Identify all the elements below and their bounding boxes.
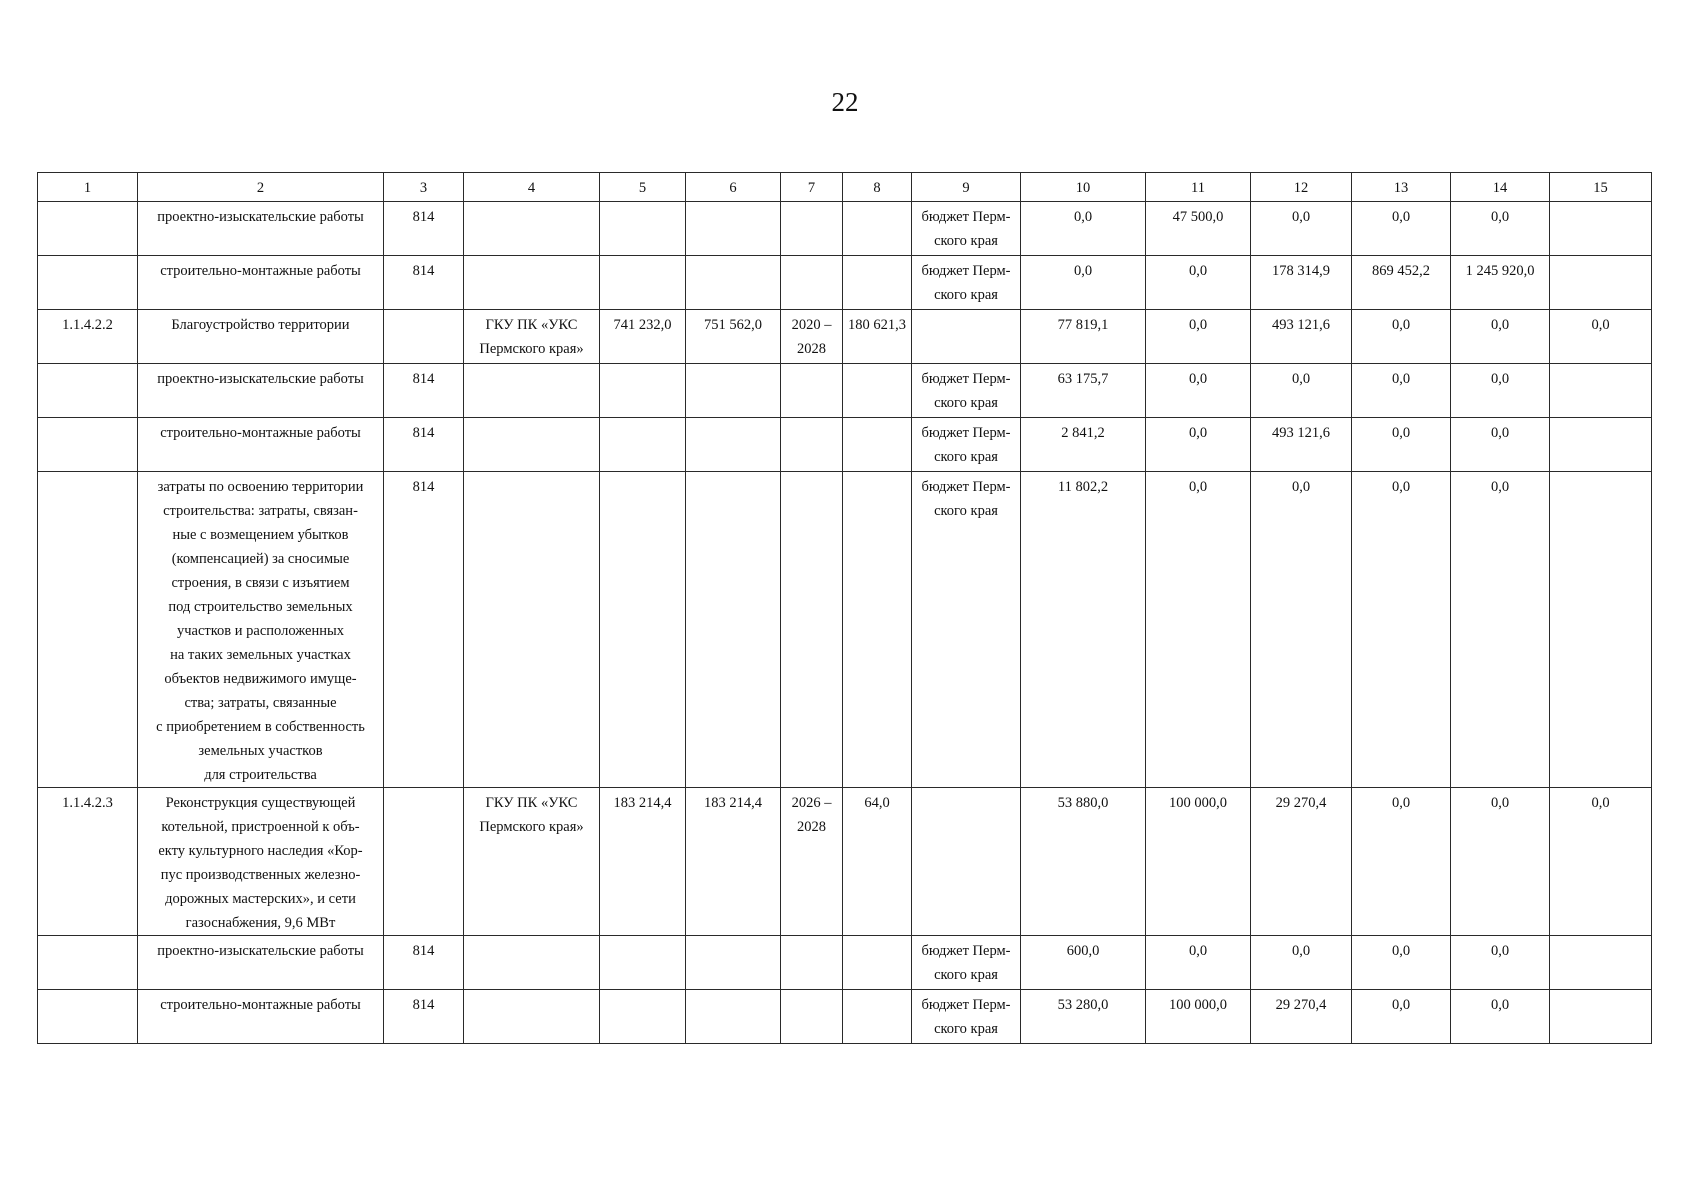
- table-cell-col-2: Благоустройство территории: [138, 310, 384, 364]
- table-row: [38, 788, 1652, 936]
- table-cell-col-2: проектно-изыскательские работы: [138, 936, 384, 990]
- table-cell-col-4: [464, 256, 600, 310]
- table-cell-col-1: [38, 418, 138, 472]
- column-header: 11: [1146, 173, 1251, 202]
- table-cell-col-4: [464, 472, 600, 788]
- table-cell-col-9: бюджет Перм- ского края: [912, 364, 1021, 418]
- table-cell-col-13: 0,0: [1352, 202, 1451, 256]
- column-header: 12: [1251, 173, 1352, 202]
- table-cell-col-12: 493 121,6: [1251, 310, 1352, 364]
- table-cell-col-2: строительно-монтажные работы: [138, 990, 384, 1044]
- table-cell-col-3: 814: [384, 256, 464, 310]
- table-cell-col-11: 100 000,0: [1146, 990, 1251, 1044]
- table-cell-col-6: [686, 202, 781, 256]
- table-cell-col-3: [384, 788, 464, 936]
- table-cell-col-13: 0,0: [1352, 472, 1451, 788]
- table-cell-col-10: 53 280,0: [1021, 990, 1146, 1044]
- table-cell-col-1: [38, 472, 138, 788]
- table-row: [38, 364, 1652, 418]
- table-cell-col-12: 493 121,6: [1251, 418, 1352, 472]
- table-cell-col-4: ГКУ ПК «УКС Пермского края»: [464, 788, 600, 936]
- table-cell-col-8: [843, 936, 912, 990]
- table-row: [38, 990, 1652, 1044]
- table-cell-col-9: [912, 788, 1021, 936]
- header-row: [38, 173, 1652, 202]
- table-row: [38, 256, 1652, 310]
- table-row: [38, 418, 1652, 472]
- table-cell-col-15: [1550, 418, 1652, 472]
- table-cell-col-14: 0,0: [1451, 472, 1550, 788]
- table-cell-col-10: 63 175,7: [1021, 364, 1146, 418]
- table-cell-col-10: 11 802,2: [1021, 472, 1146, 788]
- table-cell-col-12: 178 314,9: [1251, 256, 1352, 310]
- table-cell-col-3: 814: [384, 472, 464, 788]
- table-cell-col-14: 0,0: [1451, 364, 1550, 418]
- table-cell-col-14: 1 245 920,0: [1451, 256, 1550, 310]
- column-header: 1: [38, 173, 138, 202]
- table-cell-col-8: [843, 364, 912, 418]
- table-cell-col-13: 0,0: [1352, 418, 1451, 472]
- table-cell-col-7: 2026 – 2028: [781, 788, 843, 936]
- table-cell-col-2: строительно-монтажные работы: [138, 256, 384, 310]
- table-cell-col-11: 0,0: [1146, 364, 1251, 418]
- table-cell-col-14: 0,0: [1451, 418, 1550, 472]
- budget-table: [37, 172, 1652, 1044]
- table-cell-col-6: 183 214,4: [686, 788, 781, 936]
- table-cell-col-8: [843, 418, 912, 472]
- table-cell-col-11: 0,0: [1146, 936, 1251, 990]
- column-header: 13: [1352, 173, 1451, 202]
- table-cell-col-5: [600, 472, 686, 788]
- table-cell-col-1: 1.1.4.2.2: [38, 310, 138, 364]
- table-cell-col-14: 0,0: [1451, 788, 1550, 936]
- table-row: [38, 310, 1652, 364]
- table-cell-col-11: 0,0: [1146, 472, 1251, 788]
- table-cell-col-15: 0,0: [1550, 788, 1652, 936]
- table-cell-col-14: 0,0: [1451, 936, 1550, 990]
- table-cell-col-12: 29 270,4: [1251, 990, 1352, 1044]
- table-cell-col-15: [1550, 364, 1652, 418]
- table-cell-col-2: строительно-монтажные работы: [138, 418, 384, 472]
- table-cell-col-12: 0,0: [1251, 936, 1352, 990]
- table-cell-col-15: [1550, 472, 1652, 788]
- table-cell-col-5: [600, 364, 686, 418]
- table-cell-col-9: бюджет Перм- ского края: [912, 418, 1021, 472]
- table-cell-col-7: [781, 418, 843, 472]
- table-cell-col-7: 2020 – 2028: [781, 310, 843, 364]
- table-cell-col-9: бюджет Перм- ского края: [912, 256, 1021, 310]
- table-cell-col-13: 0,0: [1352, 788, 1451, 936]
- table-cell-col-11: 47 500,0: [1146, 202, 1251, 256]
- table-cell-col-4: [464, 936, 600, 990]
- table-cell-col-14: 0,0: [1451, 990, 1550, 1044]
- table-cell-col-7: [781, 364, 843, 418]
- table-cell-col-10: 77 819,1: [1021, 310, 1146, 364]
- column-header: 9: [912, 173, 1021, 202]
- table-cell-col-5: 741 232,0: [600, 310, 686, 364]
- table-cell-col-12: 0,0: [1251, 472, 1352, 788]
- table-cell-col-1: [38, 936, 138, 990]
- table-cell-col-6: [686, 990, 781, 1044]
- table-cell-col-12: 0,0: [1251, 364, 1352, 418]
- column-header: 7: [781, 173, 843, 202]
- column-header: 14: [1451, 173, 1550, 202]
- table-cell-col-8: [843, 990, 912, 1044]
- table-cell-col-8: [843, 202, 912, 256]
- table-cell-col-1: [38, 364, 138, 418]
- table-cell-col-12: 29 270,4: [1251, 788, 1352, 936]
- table-cell-col-8: 180 621,3: [843, 310, 912, 364]
- table-cell-col-4: [464, 990, 600, 1044]
- table-cell-col-5: [600, 418, 686, 472]
- table-cell-col-11: 0,0: [1146, 310, 1251, 364]
- table-cell-col-15: [1550, 990, 1652, 1044]
- table-cell-col-2: затраты по освоению территории строительства: затраты, связан- ные с возмещением убытков (компенсацией) за сносимые строения, в связи с изъятием под строительство земельных участков и расположенных на таких земельных участках объектов недвижимого имуще- ства; затраты, связанные с приобретением в собственность земельных участков для строительства: [138, 472, 384, 788]
- table-cell-col-6: 751 562,0: [686, 310, 781, 364]
- table-cell-col-7: [781, 256, 843, 310]
- column-header: 15: [1550, 173, 1652, 202]
- table-cell-col-13: 0,0: [1352, 310, 1451, 364]
- table-cell-col-9: бюджет Перм- ского края: [912, 472, 1021, 788]
- table-row: [38, 472, 1652, 788]
- column-header: 8: [843, 173, 912, 202]
- table-cell-col-8: [843, 256, 912, 310]
- table-cell-col-6: [686, 472, 781, 788]
- table-cell-col-5: 183 214,4: [600, 788, 686, 936]
- table-cell-col-9: [912, 310, 1021, 364]
- table-cell-col-13: 0,0: [1352, 364, 1451, 418]
- table-cell-col-2: Реконструкция существующей котельной, пристроенной к объ- екту культурного наследия «Кор- пус производственных железно- дорожных мастерских», и сети газоснабжения, 9,6 МВт: [138, 788, 384, 936]
- table-cell-col-12: 0,0: [1251, 202, 1352, 256]
- table-cell-col-15: 0,0: [1550, 310, 1652, 364]
- table-cell-col-6: [686, 364, 781, 418]
- table-cell-col-3: 814: [384, 202, 464, 256]
- table-cell-col-15: [1550, 202, 1652, 256]
- table-cell-col-14: 0,0: [1451, 310, 1550, 364]
- table-cell-col-10: 0,0: [1021, 202, 1146, 256]
- table-cell-col-15: [1550, 256, 1652, 310]
- table-cell-col-2: проектно-изыскательские работы: [138, 364, 384, 418]
- table-cell-col-9: бюджет Перм- ского края: [912, 990, 1021, 1044]
- table-row: [38, 936, 1652, 990]
- table-cell-col-11: 0,0: [1146, 256, 1251, 310]
- table-cell-col-8: [843, 472, 912, 788]
- table-cell-col-4: [464, 364, 600, 418]
- table-cell-col-3: 814: [384, 364, 464, 418]
- table-cell-col-7: [781, 472, 843, 788]
- table-cell-col-10: 53 880,0: [1021, 788, 1146, 936]
- page-number: 22: [831, 87, 859, 117]
- table-cell-col-7: [781, 990, 843, 1044]
- table-cell-col-7: [781, 202, 843, 256]
- table-cell-col-11: 100 000,0: [1146, 788, 1251, 936]
- table-cell-col-1: 1.1.4.2.3: [38, 788, 138, 936]
- table-cell-col-2: проектно-изыскательские работы: [138, 202, 384, 256]
- table-cell-col-5: [600, 990, 686, 1044]
- table-cell-col-15: [1550, 936, 1652, 990]
- table-cell-col-13: 869 452,2: [1352, 256, 1451, 310]
- table-cell-col-7: [781, 936, 843, 990]
- table-cell-col-11: 0,0: [1146, 418, 1251, 472]
- column-header: 10: [1021, 173, 1146, 202]
- table-cell-col-10: 600,0: [1021, 936, 1146, 990]
- table-cell-col-4: [464, 418, 600, 472]
- column-header: 5: [600, 173, 686, 202]
- table-cell-col-4: [464, 202, 600, 256]
- column-header: 6: [686, 173, 781, 202]
- table-cell-col-13: 0,0: [1352, 936, 1451, 990]
- table-cell-col-5: [600, 936, 686, 990]
- table-cell-col-5: [600, 256, 686, 310]
- table-cell-col-10: 0,0: [1021, 256, 1146, 310]
- table-cell-col-3: [384, 310, 464, 364]
- table-cell-col-8: 64,0: [843, 788, 912, 936]
- table-cell-col-1: [38, 990, 138, 1044]
- table-cell-col-1: [38, 256, 138, 310]
- table-cell-col-6: [686, 256, 781, 310]
- table-cell-col-6: [686, 418, 781, 472]
- table-cell-col-9: бюджет Перм- ского края: [912, 936, 1021, 990]
- table-cell-col-14: 0,0: [1451, 202, 1550, 256]
- table-cell-col-3: 814: [384, 990, 464, 1044]
- table-cell-col-1: [38, 202, 138, 256]
- table-cell-col-3: 814: [384, 936, 464, 990]
- table-cell-col-4: ГКУ ПК «УКС Пермского края»: [464, 310, 600, 364]
- column-header: 4: [464, 173, 600, 202]
- table-cell-col-6: [686, 936, 781, 990]
- table-cell-col-9: бюджет Перм- ского края: [912, 202, 1021, 256]
- table-row: [38, 202, 1652, 256]
- column-header: 3: [384, 173, 464, 202]
- table-cell-col-10: 2 841,2: [1021, 418, 1146, 472]
- table-cell-col-5: [600, 202, 686, 256]
- column-header: 2: [138, 173, 384, 202]
- table-cell-col-3: 814: [384, 418, 464, 472]
- table-cell-col-13: 0,0: [1352, 990, 1451, 1044]
